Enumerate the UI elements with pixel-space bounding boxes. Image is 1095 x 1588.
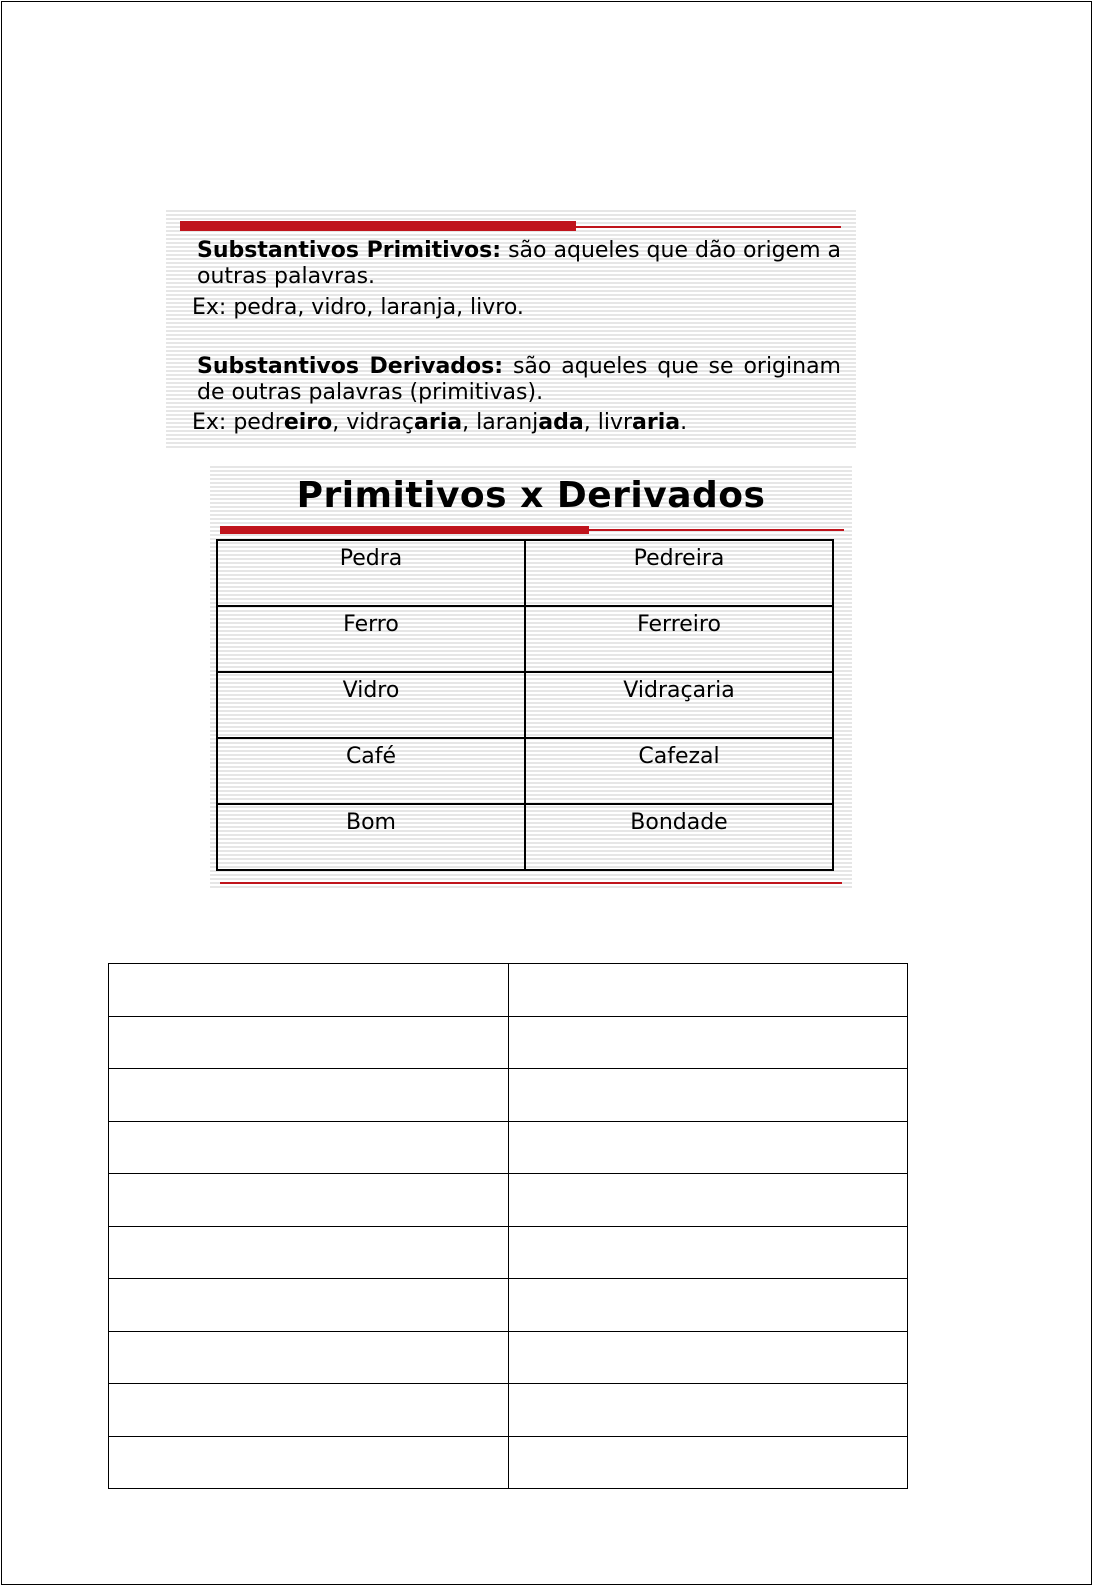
derivado-cell: Cafezal <box>525 738 833 804</box>
table-row <box>217 606 833 672</box>
red-bar-thick <box>220 526 589 534</box>
blank-cell[interactable] <box>508 1069 908 1122</box>
table-row <box>109 1121 908 1174</box>
word-suffix: aria <box>632 410 681 435</box>
primitivo-cell: Café <box>217 738 525 804</box>
comparison-slide <box>210 464 852 889</box>
example-prefix: Ex: <box>192 410 234 435</box>
blank-cell[interactable] <box>109 1226 509 1279</box>
table-row <box>109 964 908 1017</box>
blank-cell[interactable] <box>109 1279 509 1332</box>
comparison-table <box>216 539 834 871</box>
primitivos-term: Substantivos Primitivos: <box>197 238 502 263</box>
separator: , <box>462 410 477 435</box>
table-row <box>109 1069 908 1122</box>
table-row <box>217 540 833 606</box>
table-row <box>217 804 833 870</box>
blank-cell[interactable] <box>109 1384 509 1437</box>
derivado-cell: Ferreiro <box>525 606 833 672</box>
table-row <box>109 1384 908 1437</box>
primitivos-definition <box>197 238 841 290</box>
blank-cell[interactable] <box>109 1016 509 1069</box>
blank-answer-table <box>108 963 908 1489</box>
word-root: livr <box>597 410 633 435</box>
red-bar-thin <box>589 529 844 531</box>
table-row <box>217 738 833 804</box>
primitivos-example: Ex: pedra, vidro, laranja, livro. <box>192 295 524 320</box>
derivado-cell: Bondade <box>525 804 833 870</box>
derivados-example <box>192 410 687 436</box>
blank-cell[interactable] <box>508 1279 908 1332</box>
blank-cell[interactable] <box>508 1436 908 1489</box>
word-suffix: eiro <box>283 410 333 435</box>
blank-cell[interactable] <box>109 1069 509 1122</box>
blank-cell[interactable] <box>109 1331 509 1384</box>
blank-cell[interactable] <box>109 1121 509 1174</box>
blank-cell[interactable] <box>109 964 509 1017</box>
primitivo-cell: Ferro <box>217 606 525 672</box>
table-row <box>109 1016 908 1069</box>
separator: , <box>583 410 598 435</box>
table-row <box>109 1279 908 1332</box>
definitions-slide <box>166 208 856 448</box>
table-row <box>109 1226 908 1279</box>
derivados-definition-text: são aqueles que se originam de outras palavras (primitivas). <box>197 354 841 405</box>
word-root: vidraç <box>346 410 414 435</box>
table-row <box>109 1174 908 1227</box>
word-root: laranj <box>476 410 539 435</box>
derivados-definition <box>197 354 841 406</box>
primitivo-cell: Bom <box>217 804 525 870</box>
slide-title: Primitivos x Derivados <box>296 475 766 516</box>
table-row <box>109 1436 908 1489</box>
derivado-cell: Vidraçaria <box>525 672 833 738</box>
blank-cell[interactable] <box>508 1174 908 1227</box>
word-suffix: aria <box>414 410 463 435</box>
blank-cell[interactable] <box>109 1174 509 1227</box>
separator: . <box>680 410 688 435</box>
blank-cell[interactable] <box>508 1016 908 1069</box>
blank-cell[interactable] <box>109 1436 509 1489</box>
table-row <box>217 672 833 738</box>
blank-cell[interactable] <box>508 1331 908 1384</box>
word-suffix: ada <box>538 410 584 435</box>
red-bar-thin <box>576 226 841 228</box>
red-bar-thick <box>180 221 576 231</box>
blank-cell[interactable] <box>508 1121 908 1174</box>
blank-cell[interactable] <box>508 1384 908 1437</box>
table-row <box>109 1331 908 1384</box>
blank-cell[interactable] <box>508 1226 908 1279</box>
blank-cell[interactable] <box>508 964 908 1017</box>
derivados-term: Substantivos Derivados: <box>197 354 504 379</box>
primitivos-definition-text: são aqueles que dão origem a outras palavras. <box>197 238 841 289</box>
primitivo-cell: Vidro <box>217 672 525 738</box>
derivado-cell: Pedreira <box>525 540 833 606</box>
red-bar-bottom <box>220 882 842 884</box>
separator: , <box>332 410 347 435</box>
primitivo-cell: Pedra <box>217 540 525 606</box>
word-root: pedr <box>233 410 284 435</box>
